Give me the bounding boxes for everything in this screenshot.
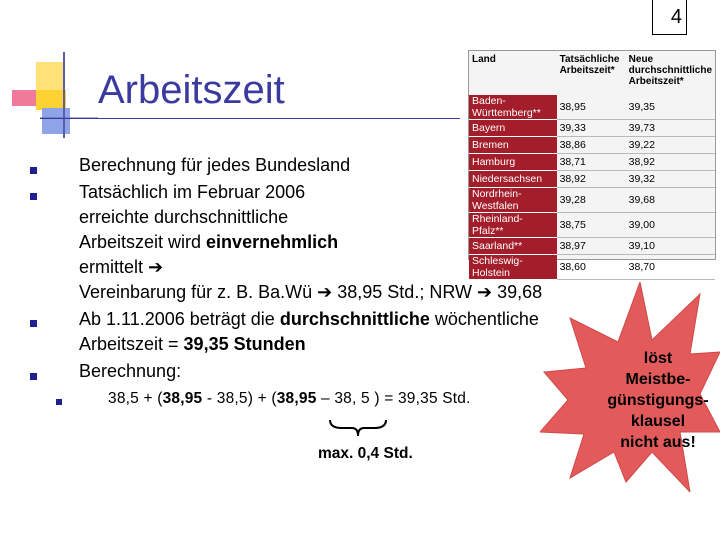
- table-cell-value: 39,28: [557, 188, 626, 213]
- table-cell-value: 39,10: [626, 238, 715, 255]
- table-cell-value: 38,70: [626, 255, 715, 280]
- table-cell-land: Rheinland-Pfalz**: [469, 213, 557, 238]
- table-cell-value: 39,33: [557, 120, 626, 137]
- starburst-label: löst Meistbe- günstigungs- klausel nicht aus!: [607, 350, 709, 451]
- table-header-land: Land: [472, 54, 496, 65]
- bullet-marker: [30, 373, 37, 380]
- table-cell-value: 38,86: [557, 137, 626, 154]
- page-number: 4: [670, 6, 682, 28]
- table-row: [469, 238, 715, 255]
- table-header-actual: Tatsächliche Arbeitszeit*: [559, 54, 620, 76]
- table-cell-value: 38,75: [557, 213, 626, 238]
- calculation-formula: 38,5 + (38,95 - 38,5) + (38,95 – 38, 5 ) = 39,35 Std.: [108, 390, 471, 407]
- table-cell-value: 38,60: [557, 255, 626, 280]
- table-cell-land: Hamburg: [469, 154, 557, 171]
- table-cell-value: 38,97: [557, 238, 626, 255]
- table-row: [469, 120, 715, 137]
- bullet-text-1: Berechnung für jedes Bundesland: [79, 155, 351, 175]
- table-cell-land: Schleswig-Holstein: [469, 255, 557, 280]
- table-row: [469, 188, 715, 213]
- table-cell-land: Saarland**: [469, 238, 557, 255]
- table-cell-value: 39,35: [626, 95, 715, 120]
- table-cell-value: 39,73: [626, 120, 715, 137]
- table-cell-land: Niedersachsen: [469, 171, 557, 188]
- bullet-text-3: Ab 1.11.2006 beträgt die durchschnittliche wöchentliche Arbeitszeit = 39,35 Stunden: [79, 309, 539, 354]
- arrow-right-icon: ➔: [477, 282, 493, 302]
- table-cell-land: Bayern: [469, 120, 557, 137]
- brace-label: max. 0,4 Std.: [318, 445, 413, 462]
- table-cell-value: 39,22: [626, 137, 715, 154]
- table-row: [469, 255, 715, 280]
- table-cell-value: 39,00: [626, 213, 715, 238]
- table-cell-value: 39,32: [626, 171, 715, 188]
- table-cell-land: Bremen: [469, 137, 557, 154]
- title-underline: [40, 118, 460, 119]
- sub-bullet-marker: [56, 399, 62, 405]
- table-cell-value: 38,92: [557, 171, 626, 188]
- table-cell-land: Nordrhein-Westfalen: [469, 188, 557, 213]
- table-row: [469, 213, 715, 238]
- arrow-right-icon: ➔: [148, 257, 164, 277]
- arrow-right-icon: ➔: [317, 282, 333, 302]
- bullet-marker: [30, 193, 37, 200]
- decorative-squares-logo: [8, 52, 98, 138]
- arbeitszeit-table: [468, 50, 716, 279]
- table-row: [469, 95, 715, 120]
- slide-title: Arbeitszeit: [98, 68, 285, 112]
- table-header-new: Neue durchschnittliche Arbeitszeit*: [628, 54, 713, 87]
- table-cell-value: 39,68: [626, 188, 715, 213]
- bullet-text-2: Tatsächlich im Februar 2006 erreichte durchschnittliche Arbeitszeit wird einvernehmlich ermittelt ➔ Vereinbarung für z. B. Ba.Wü ➔ 38,95 Std.; NRW ➔ 39,68: [79, 182, 543, 302]
- bullet-text-4: Berechnung:: [79, 361, 182, 381]
- bullet-marker: [30, 320, 37, 327]
- table-cell-value: 38,92: [626, 154, 715, 171]
- table-cell-value: 38,95: [557, 95, 626, 120]
- table-cell-land: Baden-Württemberg**: [469, 95, 557, 120]
- table-row: [469, 154, 715, 171]
- curly-brace: [328, 418, 388, 438]
- table-row: [469, 137, 715, 154]
- table-row: [469, 171, 715, 188]
- table-cell-value: 38,71: [557, 154, 626, 171]
- bullet-marker: [30, 167, 37, 174]
